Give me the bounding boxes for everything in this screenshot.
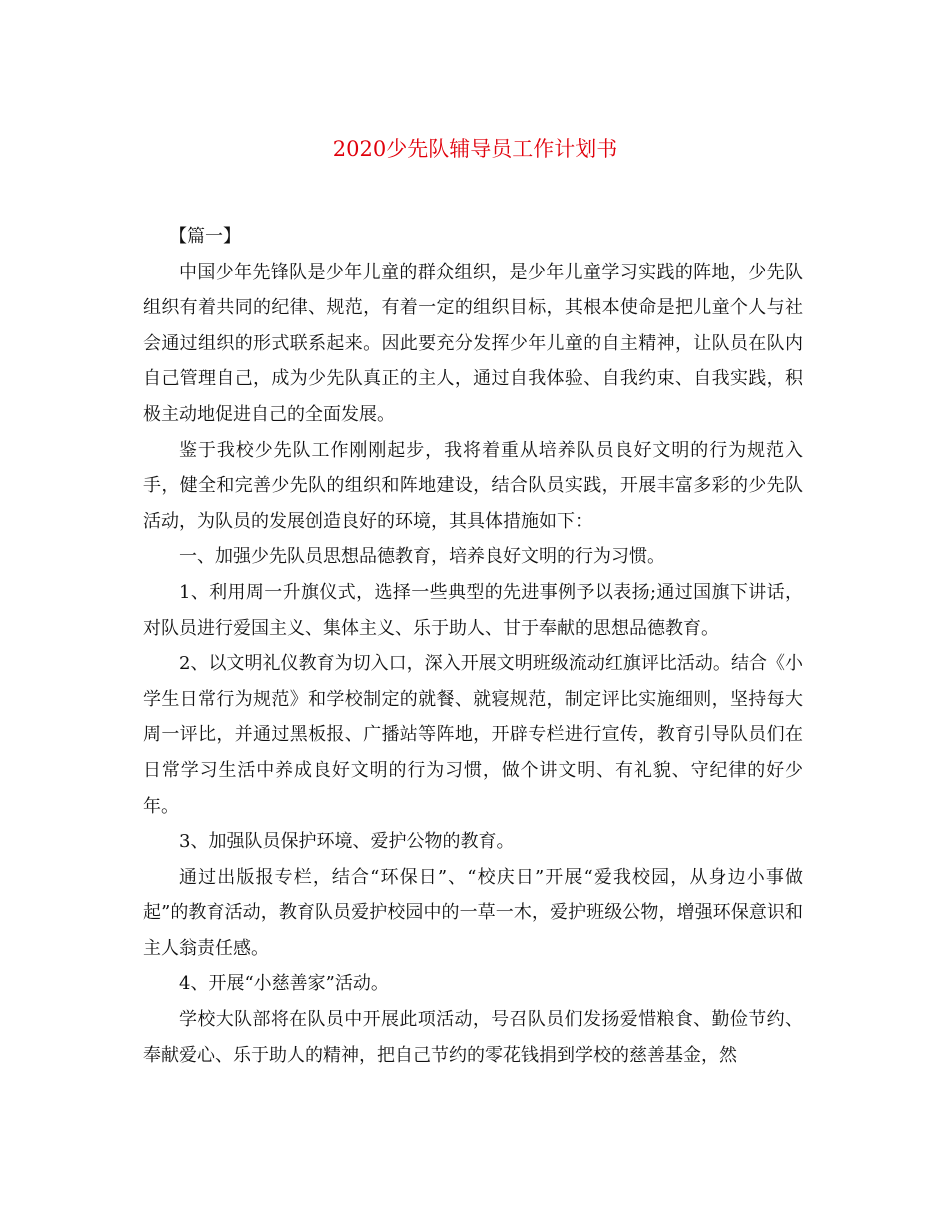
heading-paragraph: 3、加强队员保护环境、爱护公物的教育。 xyxy=(179,831,515,853)
document-body xyxy=(143,219,803,1073)
paragraph: 2、以文明礼仪教育为切入口，深入开展文明班级流动红旗评比活动。结合《小学生日常行为规范》和学校制定的就餐、就寝规范，制定评比实施细则，坚持每大周一评比，并通过黑板报、广播站等阵地，开辟专栏进行宣传，教育引导队员们在日常学习生活中养成良好文明的行为习惯，做个讲文明、有礼貌、守纪律的好少年。 xyxy=(143,653,803,817)
document-title: 2020少先队辅导员工作计划书 xyxy=(332,137,618,161)
paragraph: 鉴于我校少先队工作刚刚起步，我将着重从培养队员良好文明的行为规范入手，健全和完善少先队的组织和阵地建设，结合队员实践，开展丰富多彩的少先队活动，为队员的发展创造良好的环境，其具体措施如下： xyxy=(143,439,803,532)
paragraph: 1、利用周一升旗仪式，选择一些典型的先进事例予以表扬;通过国旗下讲话，对队员进行爱国主义、集体主义、乐于助人、甘于奉献的思想品德教育。 xyxy=(143,581,803,639)
section-label: 【篇一】 xyxy=(169,226,241,247)
heading-paragraph: 4、开展“小慈善家”活动。 xyxy=(179,973,389,995)
paragraph: 学校大队部将在队员中开展此项活动，号召队员们发扬爱惜粮食、勤俭节约、奉献爱心、乐于助人的精神，把自己节约的零花钱捐到学校的慈善基金，然 xyxy=(143,1009,803,1066)
heading-paragraph: 一、加强少先队员思想品德教育，培养良好文明的行为习惯。 xyxy=(179,546,665,568)
paragraph: 中国少年先锋队是少年儿童的群众组织，是少年儿童学习实践的阵地，少先队组织有着共同的纪律、规范，有着一定的组织目标，其根本使命是把儿童个人与社会通过组织的形式联系起来。因此要充分发挥少年儿童的自主精神，让队员在队内自己管理自己，成为少先队真正的主人，通过自我体验、自我约束、自我实践，积极主动地促进自己的全面发展。 xyxy=(143,261,803,425)
paragraph: 通过出版报专栏，结合“环保日”、“校庆日”开展“爱我校园，从身边小事做起”的教育活动，教育队员爱护校园中的一草一木，爱护班级公物，增强环保意识和主人翁责任感。 xyxy=(143,866,803,959)
